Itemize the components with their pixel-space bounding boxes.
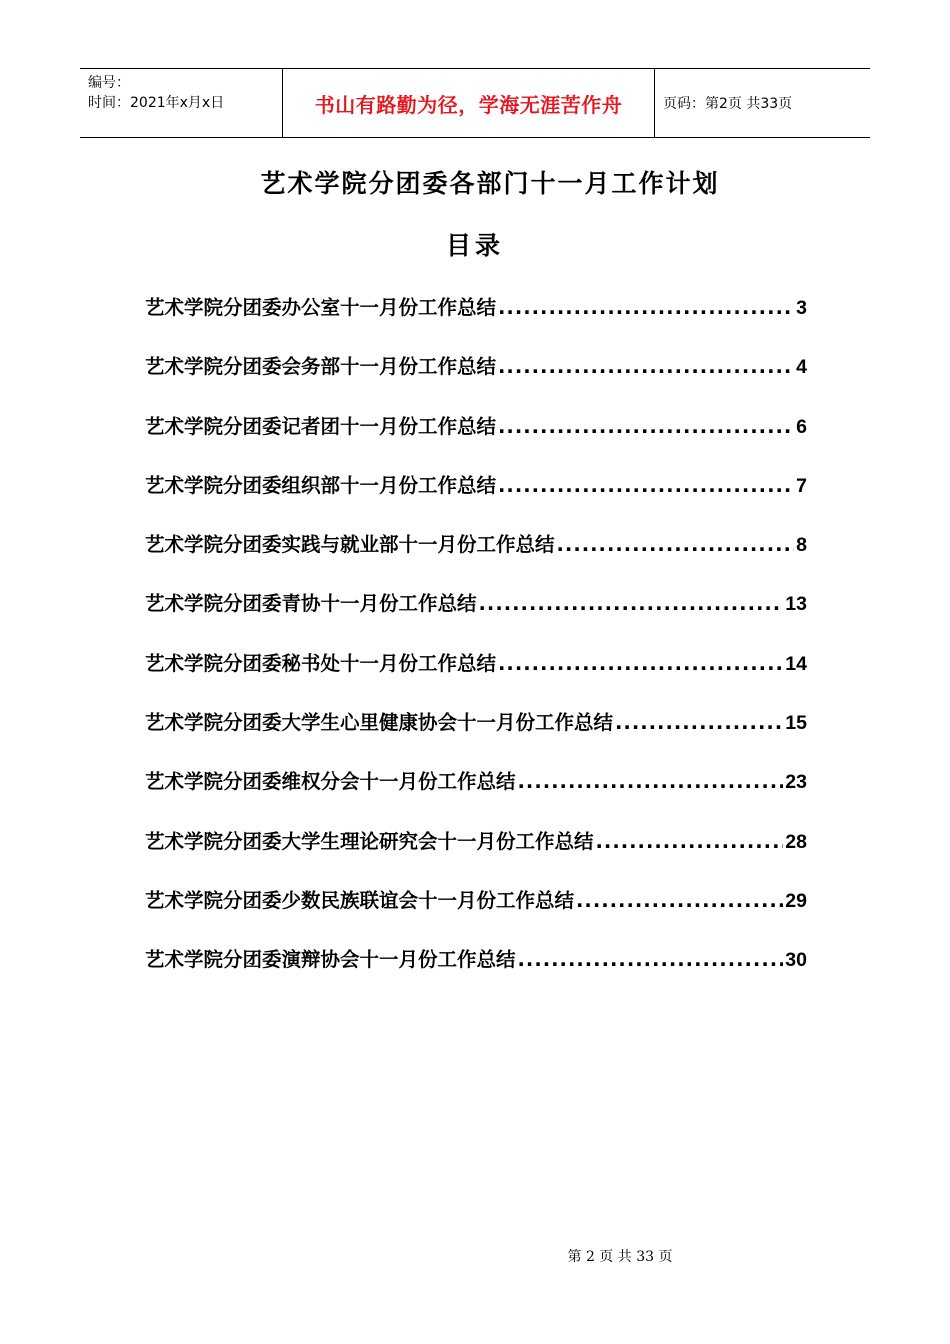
header-motto: 书山有路勤为径，学海无涯苦作舟 [282,69,655,137]
toc-entry-label: 艺术学院分团委会务部十一月份工作总结 [145,355,497,379]
toc-entry-label: 艺术学院分团委演辩协会十一月份工作总结 [145,948,516,972]
header-meta [80,69,282,137]
toc-entry-page: 7 [796,474,807,497]
toc-entry[interactable] [145,411,807,470]
toc-leader [479,592,784,615]
toc-entry-label: 艺术学院分团委大学生理论研究会十一月份工作总结 [145,829,594,853]
toc-leader [498,355,794,378]
toc-leader [518,770,784,793]
toc-leader [615,711,783,734]
toc-entry[interactable] [145,588,807,647]
toc-entry-page: 4 [796,356,807,379]
toc-entry-page: 30 [785,949,807,972]
document-title: 艺术学院分团委各部门十一月工作计划 [260,169,720,198]
toc-leader [596,830,784,853]
toc-entry-label: 艺术学院分团委维权分会十一月份工作总结 [145,770,516,794]
toc-entry[interactable] [145,470,807,529]
toc-entry[interactable] [145,351,807,410]
toc-entry-page: 6 [796,415,807,438]
toc-entry[interactable] [145,292,807,351]
toc-entry-label: 艺术学院分团委记者团十一月份工作总结 [145,414,497,438]
table-of-contents [145,292,807,1004]
page-footer: 第 2 页 共 33 页 [567,1249,673,1265]
toc-entry-page: 8 [796,534,807,557]
toc-entry-page: 15 [785,712,807,735]
toc-entry-page: 23 [785,771,807,794]
toc-heading: 目录 [445,231,504,260]
header-page-info: 页码：第2页 共33页 [663,96,793,112]
toc-entry-label: 艺术学院分团委青协十一月份工作总结 [145,592,477,616]
toc-entry[interactable] [145,826,807,885]
toc-leader [498,474,794,497]
toc-entry-label: 艺术学院分团委秘书处十一月份工作总结 [145,651,497,675]
toc-leader [576,889,783,912]
toc-leader [518,948,784,971]
toc-entry-label: 艺术学院分团委大学生心里健康协会十一月份工作总结 [145,711,614,735]
toc-leader [498,296,794,319]
toc-entry-label: 艺术学院分团委办公室十一月份工作总结 [145,296,497,319]
document-header [80,68,870,138]
toc-entry-label: 艺术学院分团委组织部十一月份工作总结 [145,473,497,497]
toc-entry[interactable] [145,944,807,1003]
toc-entry-label: 艺术学院分团委少数民族联谊会十一月份工作总结 [145,888,575,912]
toc-leader [557,533,795,556]
toc-entry[interactable] [145,529,807,588]
header-date: 时间：2021年x月x日 [88,95,225,111]
toc-entry-page: 13 [785,593,807,616]
header-number-label: 编号： [88,75,130,91]
toc-entry-label: 艺术学院分团委实践与就业部十一月份工作总结 [145,533,555,557]
toc-entry[interactable] [145,885,807,944]
toc-entry-page: 28 [785,830,807,853]
toc-entry-page: 3 [796,297,807,319]
toc-entry[interactable] [145,707,807,766]
toc-entry-page: 29 [785,889,807,912]
toc-entry[interactable] [145,766,807,825]
toc-entry[interactable] [145,648,807,707]
toc-leader [498,415,794,438]
toc-entry-page: 14 [785,652,807,675]
toc-leader [498,652,783,675]
